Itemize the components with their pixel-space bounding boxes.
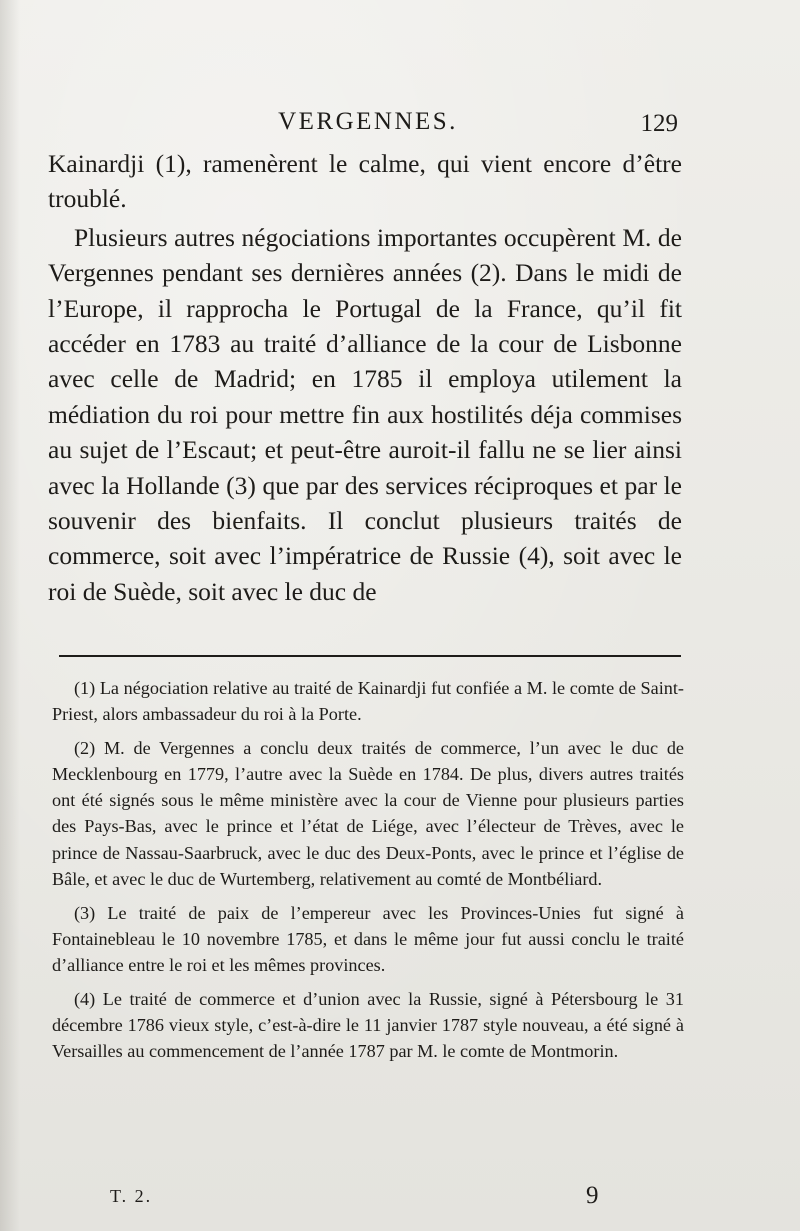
footnote-2: (2) M. de Vergennes a conclu deux traités de commerce, l’un avec le duc de Mecklenbourg en 1779, l’autre avec la Suède en 1784. De plus, divers autres traités ont été signés sous le même ministère avec la cour de Vienne pour plusieurs parties des Pays-Bas, avec le prince et l’état de Liége, avec l’électeur de Trèves, avec le prince de Nassau-Saarbruck, avec le duc des Deux-Ponts, avec le prince et l’église de Bâle, et avec le duc de Wurtemberg, relativement au comté de Montbéliard.	[52, 738, 684, 889]
footnotes	[52, 675, 684, 1072]
paragraph: Plusieurs autres négociations importantes occupèrent M. de Vergennes pendant ses dernières années (2). Dans le midi de l’Europe, il rapprocha le Portugal de la France, qu’il fit accéder en 1783 au traité d’alliance de la cour de Lisbonne avec celle de Madrid; en 1785 il employa utilement la médiation du roi pour mettre fin aux hostilités déja commises au sujet de l’Escaut; et peut-être auroit-il fallu ne se lier ainsi avec la Hollande (3) que par des services réciproques et par le souvenir des bienfaits. Il conclut plusieurs traités de commerce, soit avec l’impératrice de Russie (4), soit avec le roi de Suède, soit avec le duc de	[48, 222, 682, 606]
footnote-3: (3) Le traité de paix de l’empereur avec les Provinces-Unies fut signé à Fontainebleau le 10 novembre 1785, et dans le même jour fut aussi conclu le traité d’alliance entre le roi et les mêmes provinces.	[52, 902, 684, 975]
footnote-4: (4) Le traité de commerce et d’union avec la Russie, signé à Pétersbourg le 31 décembre 1786 vieux style, c’est-à-dire le 11 janvier 1787 style nouveau, a été signé à Versailles au commencement de l’année 1787 par M. le comte de Montmorin.	[52, 989, 684, 1062]
signature-number: 9	[586, 1182, 599, 1209]
page-gutter-shadow	[0, 0, 20, 1231]
footnote-separator-rule	[59, 655, 681, 657]
main-text	[48, 146, 682, 609]
paragraph-continued: Kainardji (1), ramenèrent le calme, qui vient encore d’être troublé.	[48, 149, 682, 214]
page-header	[48, 108, 688, 144]
running-title: VERGENNES.	[278, 108, 458, 135]
printer-signature-mark: T. 2.	[110, 1186, 153, 1206]
footnote-1: (1) La négociation relative au traité de Kainardji fut confiée a M. le comte de Saint-Priest, alors ambassadeur du roi à la Porte.	[52, 678, 684, 725]
page-number: 129	[640, 110, 678, 137]
